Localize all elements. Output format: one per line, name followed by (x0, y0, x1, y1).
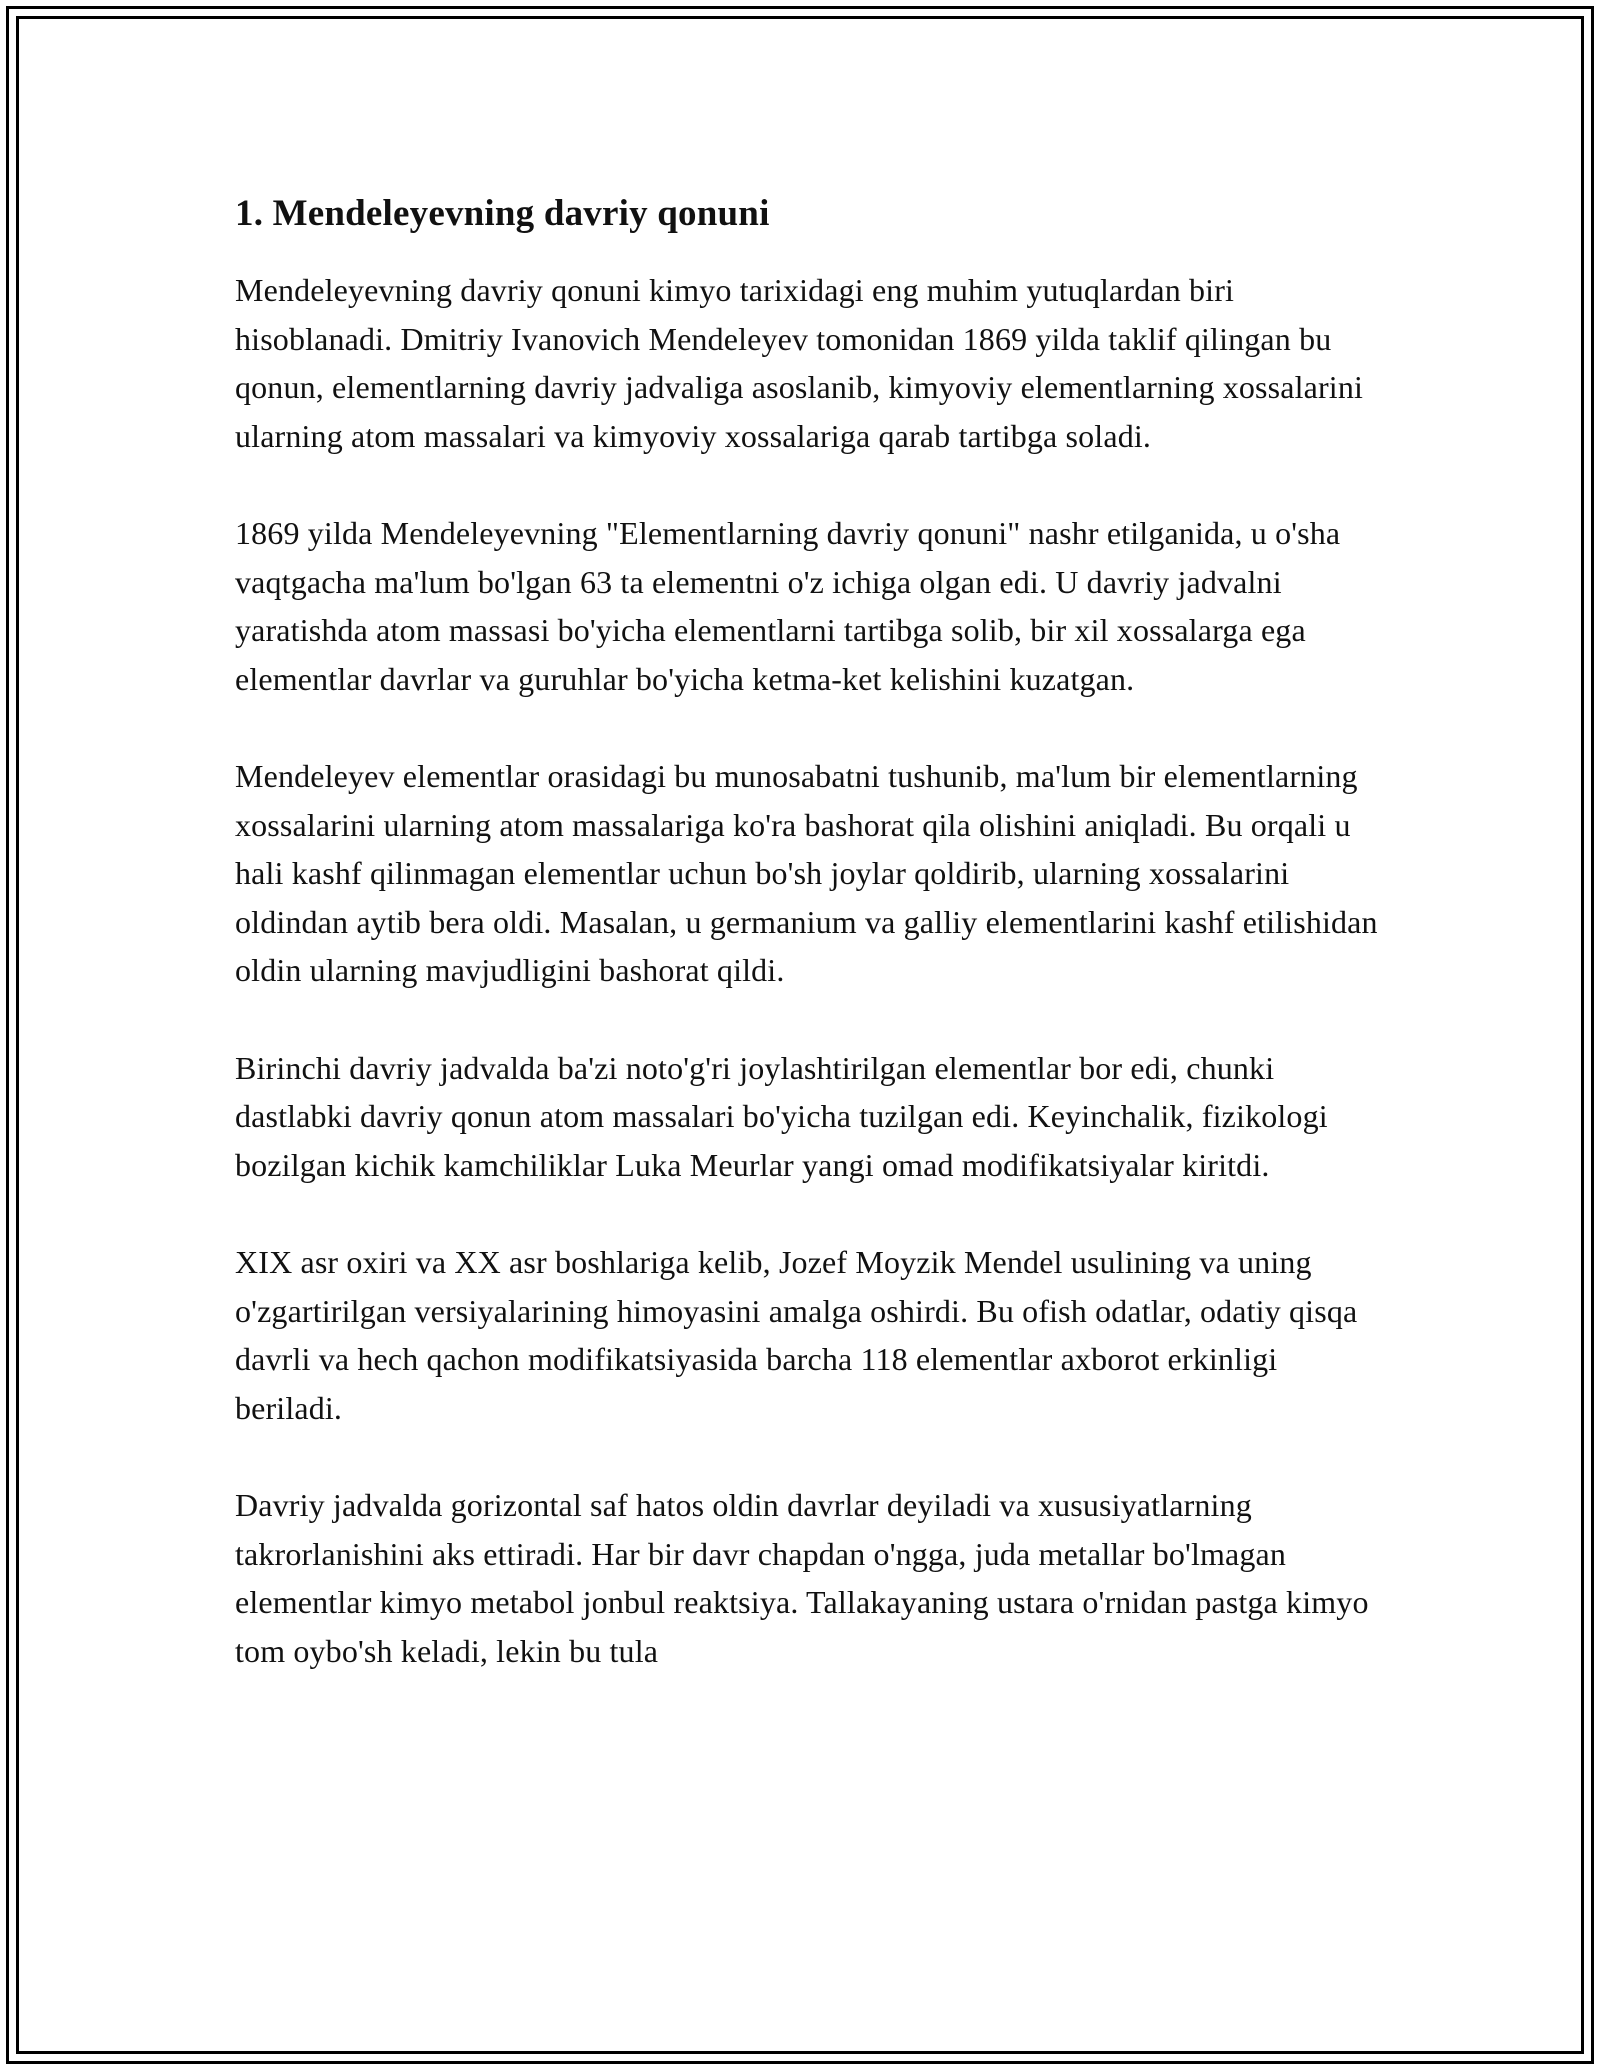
paragraph-5: XIX asr oxiri va XX asr boshlariga kelib, Jozef Moyzik Mendel usulining va uning o'zgartirilgan versiyalarining himoyasini amalga oshirdi. Bu ofish odatlar, odatiy qisqa davrli va hech qachon modifikatsiyasida barcha 118 elementlar axborot erkinligi beriladi. (235, 1244, 1358, 1426)
paragraph-2: 1869 yilda Mendeleyevning "Elementlarning davriy qonuni" nashr etilganida, u o'sha vaqtgacha ma'lum bo'lgan 63 ta elementni o'z ichiga olgan edi. U davriy jadvalni yaratishda atom massasi bo'yicha elementlarni tartibga solib, bir xil xossalarga ega elementlar davrlar va guruhlar bo'yicha ketma-ket kelishini kuzatgan. (235, 515, 1341, 697)
section-heading: 1. Mendeleyevning davriy qonuni (235, 193, 770, 234)
paragraph-6: Davriy jadvalda gorizontal saf hatos oldin davrlar deyiladi va xususiyatlarning takrorlanishini aks ettiradi. Har bir davr chapdan o'ngga, juda metallar bo'lmagan elementlar kimyo metabol jonbul reaktsiya. Tallakayaning ustara o'rnidan pastga kimyo tom oybo'sh keladi, lekin bu tula (235, 1487, 1369, 1669)
paragraph-3: Mendeleyev elementlar orasidagi bu munosabatni tushunib, ma'lum bir elementlarning xossalarini ularning atom massalariga ko'ra bashorat qila olishini aniqladi. Bu orqali u hali kashf qilinmagan elementlar uchun bo'sh joylar qoldirib, ularning xossalarini oldindan aytib bera oldi. Masalan, u germanium va galliy elementlarini kashf etilishidan oldin ularning mavjudligini bashorat qildi. (235, 758, 1378, 988)
paragraph-4: Birinchi davriy jadvalda ba'zi noto'g'ri joylashtirilgan elementlar bor edi, chunki dastlabki davriy qonun atom massalari bo'yicha tuzilgan edi. Keyinchalik, fizikologi bozilgan kichik kamchiliklar Luka Meurlar yangi omad modifikatsiyalar kiritdi. (235, 1049, 1328, 1183)
document-body (235, 186, 1380, 1724)
paragraph-1: Mendeleyevning davriy qonuni kimyo tarixidagi eng muhim yutuqlardan biri hisoblanadi. Dmitriy Ivanovich Mendeleyev tomonidan 1869 yilda taklif qilingan bu qonun, elementlarning davriy jadvaliga asoslanib, kimyoviy elementlarning xossalarini ularning atom massalari va kimyoviy xossalariga qarab tartibga soladi. (235, 272, 1364, 454)
